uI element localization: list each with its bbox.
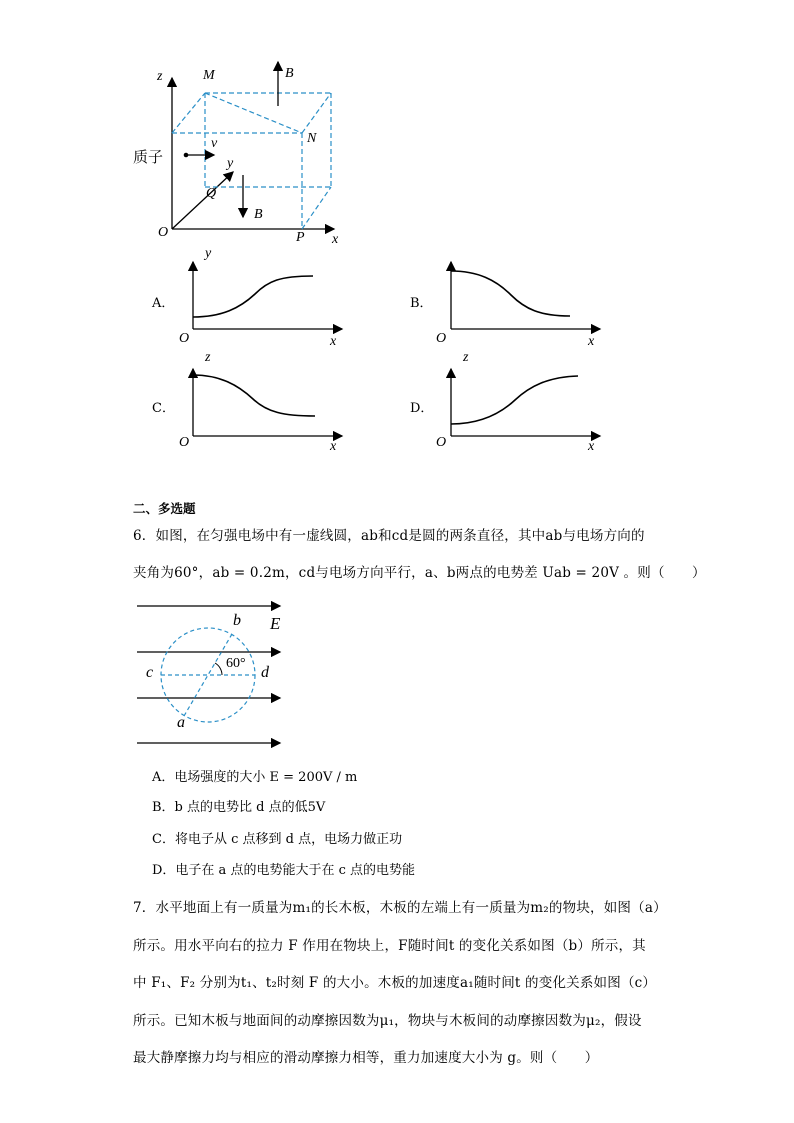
option-c-letter: C．: [152, 401, 175, 416]
label-q: Q: [206, 186, 217, 201]
option-a-origin: O: [179, 331, 190, 346]
q7-line-1: 7．水平地面上有一质量为m₁的长木板，木板的左端上有一质量为m₂的物块，如图（a）: [133, 900, 667, 916]
label-e: E: [270, 614, 281, 633]
label-b-bottom: B: [254, 207, 263, 222]
q6-line-1: 6．如图，在匀强电场中有一虚线圆，ab和cd是圆的两条直径，其中ab与电场方向的: [133, 528, 645, 544]
label-d-point: d: [261, 664, 269, 681]
option-b-haxis: x: [588, 334, 595, 349]
option-d-origin: O: [436, 435, 447, 450]
label-y: y: [227, 156, 234, 171]
q6-line-2: 夹角为60°，ab = 0.2m，cd与电场方向平行，a、b两点的电势差 Uab = 20V 。则（ ）: [133, 565, 706, 581]
label-b-point: b: [233, 612, 241, 629]
option-a-haxis: x: [330, 334, 337, 349]
q6-choice-b: B．b 点的电势比 d 点的低5V: [152, 800, 326, 815]
q6-choice-a: A．电场强度的大小 E = 200V / m: [152, 770, 358, 785]
option-c-haxis: x: [330, 439, 337, 454]
q7-line-2: 所示。用水平向右的拉力 F 作用在物块上，F随时间t 的变化关系如图（b）所示，其: [133, 938, 646, 954]
q6-choice-d: D．电子在 a 点的电势能大于在 c 点的电势能: [152, 863, 415, 878]
option-c-origin: O: [179, 435, 190, 450]
label-x: x: [332, 232, 339, 247]
label-b-top: B: [285, 66, 294, 81]
label-z: z: [157, 69, 163, 84]
option-c-vaxis: z: [205, 350, 211, 365]
option-a-letter: A．: [152, 296, 175, 311]
section-title: 二、多选题: [133, 501, 196, 516]
option-d-haxis: x: [588, 439, 595, 454]
option-d-letter: D．: [410, 401, 434, 416]
q7-line-5: 最大静摩擦力均与相应的滑动摩擦力相等，重力加速度大小为 g。则（ ）: [133, 1050, 599, 1066]
label-proton: 质子: [133, 148, 164, 166]
angle-arc: [215, 663, 222, 675]
label-p: P: [296, 230, 305, 245]
label-angle: 60°: [226, 656, 246, 671]
option-d-vaxis: z: [463, 350, 469, 365]
option-b-origin: O: [436, 331, 447, 346]
q6-choice-c: C．将电子从 c 点移到 d 点，电场力做正功: [152, 832, 403, 847]
label-a-point: a: [177, 714, 185, 731]
label-c-point: c: [146, 664, 154, 681]
option-b-letter: B．: [410, 296, 433, 311]
option-a-vaxis: y: [205, 246, 212, 261]
label-v: v: [211, 136, 218, 151]
q7-line-3: 中 F₁、F₂ 分别为t₁、t₂时刻 F 的大小。木板的加速度a₁随时间t 的变化关系如图（c）: [133, 975, 657, 991]
label-o: O: [158, 225, 169, 240]
label-m: M: [203, 68, 215, 83]
label-n: N: [307, 131, 317, 146]
q7-line-4: 所示。已知木板与地面间的动摩擦因数为μ₁，物块与木板间的动摩擦因数为μ₂，假设: [133, 1013, 642, 1029]
